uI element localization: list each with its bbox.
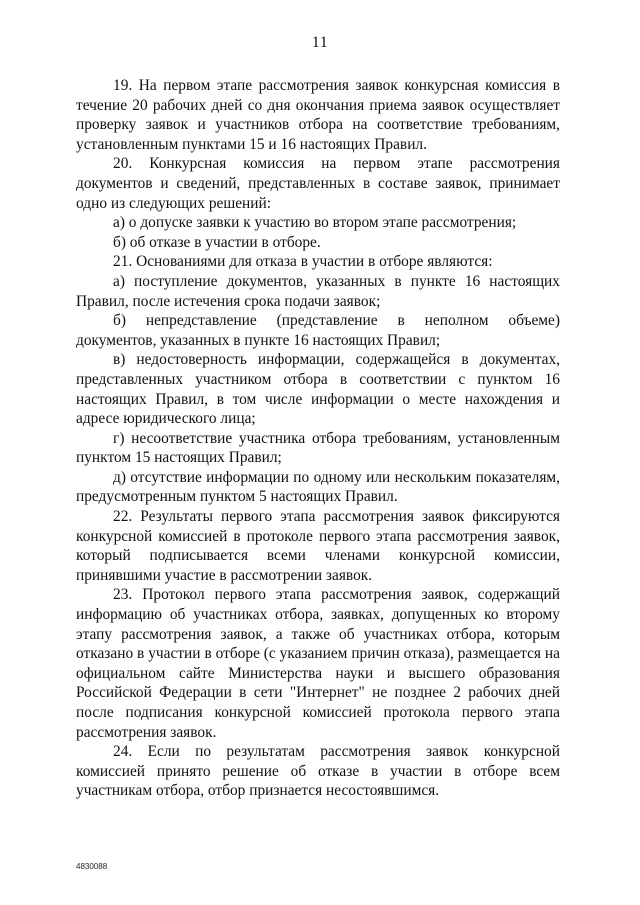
page-number: 11	[311, 34, 329, 51]
paragraph-24: 24. Если по результатам рассмотрения заявок конкурсной комиссией принято решение об отказе в участии в отборе всем участникам отбора, отбор признается несостоявшимся.	[76, 743, 560, 800]
paragraph-21: 21. Основаниями для отказа в участии в отборе являются:	[113, 253, 493, 271]
paragraph-23: 23. Протокол первого этапа рассмотрения заявок, содержащий информацию об участниках отбора, заявках, допущенных ко второму этапу рассмотрения заявок, а также об участниках отбора, которым отказано в участии в отборе (с указанием причин отказа), размещается на официальном сайте Министерства науки и высшего образования Российской Федерации в сети "Интернет" не позднее 2 рабочих дней после подписания конкурсной комиссией протокола первого этапа рассмотрения заявок.	[76, 586, 560, 741]
paragraph-21-item-d: д) отсутствие информации по одному или нескольким показателям, предусмотренным пунктом 5 настоящих Правил.	[76, 468, 560, 506]
paragraph-21-item-v: в) недостоверность информации, содержащейся в документах, представленных участником отбора в соответствии с пунктом 16 настоящих Правил, в том числе информации о месте нахождения и адресе юридического лица;	[76, 351, 560, 428]
paragraph-21-item-a: а) поступление документов, указанных в пункте 16 настоящих Правил, после истечения срока подачи заявок;	[76, 272, 560, 310]
paragraph-20-item-a: а) о допуске заявки к участию во втором этапе рассмотрения;	[113, 214, 517, 232]
paragraph-21-item-g: г) несоответствие участника отбора требованиям, установленным пунктом 15 настоящих Правил;	[76, 429, 560, 467]
document-body	[76, 76, 560, 801]
paragraph-21-item-b: б) непредставление (представление в неполном объеме) документов, указанных в пункте 16 настоящих Правил;	[76, 312, 560, 349]
paragraph-22: 22. Результаты первого этапа рассмотрения заявок фиксируются конкурсной комиссией в протоколе первого этапа рассмотрения заявок, который подписывается всеми членами конкурсной комиссии, принявшими участие в рассмотрении заявок.	[76, 508, 560, 584]
paragraph-20: 20. Конкурсная комиссия на первом этапе рассмотрения документов и сведений, представленных в составе заявок, принимает одно из следующих решений:	[76, 155, 560, 212]
paragraph-19: 19. На первом этапе рассмотрения заявок конкурсная комиссия в течение 20 рабочих дней со дня окончания приема заявок осуществляет проверку заявок и участников отбора на соответствие требованиям, установленным пунктами 15 и 16 настоящих Правил.	[76, 77, 560, 153]
document-code: 4830088	[76, 862, 108, 871]
paragraph-20-item-b: б) об отказе в участии в отборе.	[113, 233, 321, 251]
